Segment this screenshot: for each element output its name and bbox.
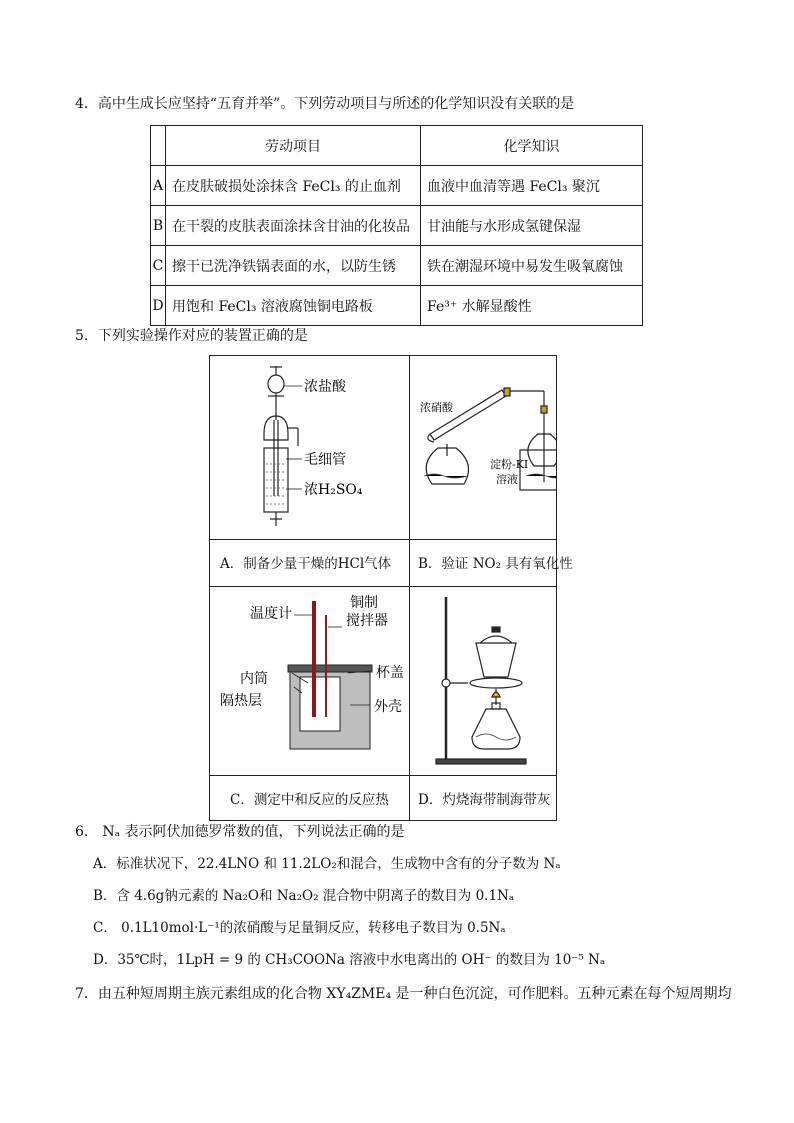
question-4-stem: 4．高中生成长应坚持“五育并举”。下列劳动项目与所述的化学知识没有关联的是 xyxy=(75,96,575,112)
caption-a: A．制备少量干燥的HCl气体 xyxy=(220,556,392,572)
row-labor-item: 在干裂的皮肤表面涂抹含甘油的化妆品 xyxy=(166,206,421,246)
table-header-col1: 劳动项目 xyxy=(166,126,421,166)
caption-d: D．灼烧海带制海带灰 xyxy=(418,792,551,808)
grid-divider xyxy=(210,775,556,776)
row-letter: D xyxy=(151,286,166,326)
question-6-option-b: B．含 4.6g钠元素的 Na₂O和 Na₂O₂ 混合物中阴离子的数目为 0.1Nₐ xyxy=(93,888,515,904)
row-chem-knowledge: 血液中血清等遇 FeCl₃ 聚沉 xyxy=(421,166,643,206)
question-4-table xyxy=(150,125,643,326)
apparatus-b-drawing xyxy=(410,356,557,539)
row-letter: A xyxy=(151,166,166,206)
table-row xyxy=(151,246,643,286)
row-labor-item: 用饱和 FeCl₃ 溶液腐蚀铜电路板 xyxy=(166,286,421,326)
apparatus-c-drawing xyxy=(210,587,409,775)
question-6-option-c: C． 0.1L10mol·L⁻¹的浓硝酸与足量铜反应，转移电子数目为 0.5Nₐ xyxy=(93,920,506,936)
row-chem-knowledge: Fe³⁺ 水解显酸性 xyxy=(421,286,643,326)
label-insulation: 隔热层 xyxy=(220,693,262,709)
label-stirrer: 搅拌器 xyxy=(346,613,388,629)
table-row xyxy=(151,166,643,206)
table-header-col2: 化学知识 xyxy=(421,126,643,166)
apparatus-d-drawing xyxy=(410,587,557,775)
question-7-stem: 7．由五种短周期主族元素组成的化合物 XY₄ZME₄ 是一种白色沉淀，可作肥料。五种元素在每个短周期均 xyxy=(75,986,732,1002)
table-row xyxy=(151,206,643,246)
table-header-row xyxy=(151,126,643,166)
row-chem-knowledge: 铁在潮湿环境中易发生吸氧腐蚀 xyxy=(421,246,643,286)
label-copper: 铜制 xyxy=(350,595,378,611)
row-letter: B xyxy=(151,206,166,246)
label-thermometer: 温度计 xyxy=(250,606,292,622)
question-6-stem: 6． Nₐ 表示阿伏加德罗常数的值，下列说法正确的是 xyxy=(75,824,405,840)
row-labor-item: 在皮肤破损处涂抹含 FeCl₃ 的止血剂 xyxy=(166,166,421,206)
label-outer-shell: 外壳 xyxy=(374,699,402,715)
label-lid: 杯盖 xyxy=(376,665,404,681)
question-6-option-d: D．35℃时，1LpH = 9 的 CH₃COONa 溶液中水电离出的 OH⁻ 的数目为 10⁻⁵ Nₐ xyxy=(93,952,606,968)
apparatus-a-drawing xyxy=(210,356,409,539)
row-chem-knowledge: 甘油能与水形成氢键保湿 xyxy=(421,206,643,246)
row-labor-item: 擦干已洗净铁锅表面的水，以防生锈 xyxy=(166,246,421,286)
label-solution: 溶液 xyxy=(496,473,518,486)
label-conc-h2so4: 浓H₂SO₄ xyxy=(304,482,363,498)
question-6-option-a: A．标准状况下，22.4LNO 和 11.2LO₂和混合，生成物中含有的分子数为 Nₐ xyxy=(93,856,561,872)
label-capillary: 毛细管 xyxy=(304,452,346,468)
question-5-stem: 5．下列实验操作对应的装置正确的是 xyxy=(75,328,308,344)
label-conc-hno3: 浓硝酸 xyxy=(420,401,453,414)
question-5-apparatus-grid xyxy=(209,355,573,821)
label-conc-hcl: 浓盐酸 xyxy=(304,379,346,395)
table-row xyxy=(151,286,643,326)
grid-divider xyxy=(210,539,556,540)
label-inner-cup: 内筒 xyxy=(240,671,268,687)
caption-c: C．测定中和反应的反应热 xyxy=(230,792,389,808)
row-letter: C xyxy=(151,246,166,286)
label-starch-ki: 淀粉-KI xyxy=(490,458,529,471)
table-corner-cell xyxy=(151,126,166,166)
caption-b: B．验证 NO₂ 具有氧化性 xyxy=(418,556,573,572)
